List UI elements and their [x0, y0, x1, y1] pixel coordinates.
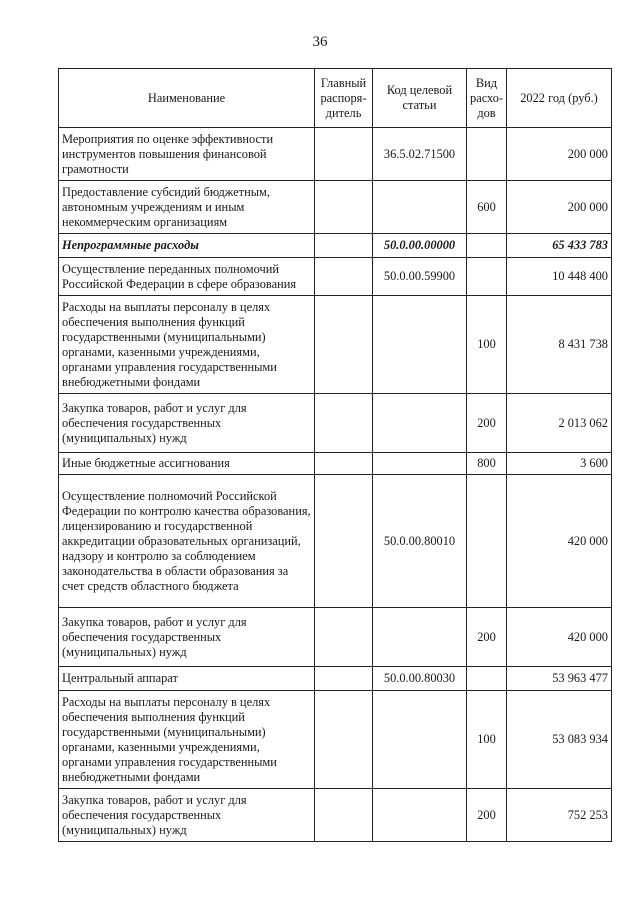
- cell-amount: 420 000: [507, 608, 612, 667]
- table-row: [59, 691, 612, 789]
- cell-main-manager: [315, 394, 373, 453]
- cell-amount: 53 963 477: [507, 667, 612, 691]
- cell-expense-type: [467, 475, 507, 608]
- cell-amount: 2 013 062: [507, 394, 612, 453]
- header-amount-2022: 2022 год (руб.): [507, 69, 612, 128]
- cell-name: Осуществление полномочий Российской Федерации по контролю качества образования, лицензированию и государственной аккредитации образовательных организаций, надзору и контролю за соблюдением законодательства в области образования за счет средств областного бюджета: [59, 475, 315, 608]
- page-number: 36: [312, 34, 328, 50]
- cell-amount: 53 083 934: [507, 691, 612, 789]
- cell-expense-type: [467, 234, 507, 258]
- cell-main-manager: [315, 296, 373, 394]
- cell-amount: 65 433 783: [507, 234, 612, 258]
- cell-name: Расходы на выплаты персоналу в целях обеспечения выполнения функций государственными (муниципальными) органами, казенными учреждениями, органами управления государственными внебюджетными фондами: [59, 296, 315, 394]
- table-row: [59, 296, 612, 394]
- cell-name: Закупка товаров, работ и услуг для обеспечения государственных (муниципальных) нужд: [59, 394, 315, 453]
- cell-amount: 3 600: [507, 453, 612, 475]
- cell-name: Закупка товаров, работ и услуг для обеспечения государственных (муниципальных) нужд: [59, 608, 315, 667]
- cell-main-manager: [315, 234, 373, 258]
- cell-main-manager: [315, 128, 373, 181]
- cell-expense-type: 200: [467, 789, 507, 842]
- cell-expense-type: [467, 128, 507, 181]
- cell-expense-type: 100: [467, 691, 507, 789]
- table-row: [59, 181, 612, 234]
- cell-amount: 200 000: [507, 128, 612, 181]
- header-main-manager: Главный распоря-дитель: [315, 69, 373, 128]
- budget-table: [58, 68, 612, 842]
- cell-name: Осуществление переданных полномочий Российской Федерации в сфере образования: [59, 258, 315, 296]
- table-row: [59, 258, 612, 296]
- table-row: [59, 667, 612, 691]
- cell-target-code: 50.0.00.80030: [373, 667, 467, 691]
- cell-expense-type: [467, 258, 507, 296]
- cell-main-manager: [315, 789, 373, 842]
- cell-amount: 10 448 400: [507, 258, 612, 296]
- cell-main-manager: [315, 608, 373, 667]
- cell-expense-type: 600: [467, 181, 507, 234]
- cell-name: Предоставление субсидий бюджетным, автономным учреждениям и иным некоммерческим организациям: [59, 181, 315, 234]
- cell-target-code: [373, 691, 467, 789]
- cell-target-code: 50.0.00.59900: [373, 258, 467, 296]
- header-name: Наименование: [59, 69, 315, 128]
- cell-name: Закупка товаров, работ и услуг для обеспечения государственных (муниципальных) нужд: [59, 789, 315, 842]
- cell-expense-type: 800: [467, 453, 507, 475]
- header-expense-type: Вид расхо-дов: [467, 69, 507, 128]
- header-target-code: Код целевой статьи: [373, 69, 467, 128]
- cell-target-code: [373, 453, 467, 475]
- cell-name: Иные бюджетные ассигнования: [59, 453, 315, 475]
- table-row: [59, 128, 612, 181]
- cell-amount: 200 000: [507, 181, 612, 234]
- cell-expense-type: 200: [467, 394, 507, 453]
- table-row: [59, 608, 612, 667]
- cell-name: Непрограммные расходы: [59, 234, 315, 258]
- table-row: [59, 453, 612, 475]
- table-row: [59, 394, 612, 453]
- cell-main-manager: [315, 258, 373, 296]
- table-header-row: [59, 69, 612, 128]
- cell-target-code: 36.5.02.71500: [373, 128, 467, 181]
- cell-name: Мероприятия по оценке эффективности инструментов повышения финансовой грамотности: [59, 128, 315, 181]
- cell-target-code: 50.0.00.80010: [373, 475, 467, 608]
- cell-main-manager: [315, 475, 373, 608]
- cell-target-code: 50.0.00.00000: [373, 234, 467, 258]
- cell-target-code: [373, 296, 467, 394]
- table-row: [59, 234, 612, 258]
- cell-expense-type: [467, 667, 507, 691]
- cell-expense-type: 200: [467, 608, 507, 667]
- cell-target-code: [373, 181, 467, 234]
- cell-name: Расходы на выплаты персоналу в целях обеспечения выполнения функций государственными (муниципальными) органами, казенными учреждениями, органами управления государственными внебюджетными фондами: [59, 691, 315, 789]
- table-row: [59, 789, 612, 842]
- table-row: [59, 475, 612, 608]
- cell-expense-type: 100: [467, 296, 507, 394]
- cell-main-manager: [315, 691, 373, 789]
- cell-main-manager: [315, 181, 373, 234]
- cell-amount: 752 253: [507, 789, 612, 842]
- cell-name: Центральный аппарат: [59, 667, 315, 691]
- cell-main-manager: [315, 453, 373, 475]
- cell-target-code: [373, 394, 467, 453]
- cell-main-manager: [315, 667, 373, 691]
- cell-target-code: [373, 608, 467, 667]
- cell-amount: 8 431 738: [507, 296, 612, 394]
- cell-target-code: [373, 789, 467, 842]
- cell-amount: 420 000: [507, 475, 612, 608]
